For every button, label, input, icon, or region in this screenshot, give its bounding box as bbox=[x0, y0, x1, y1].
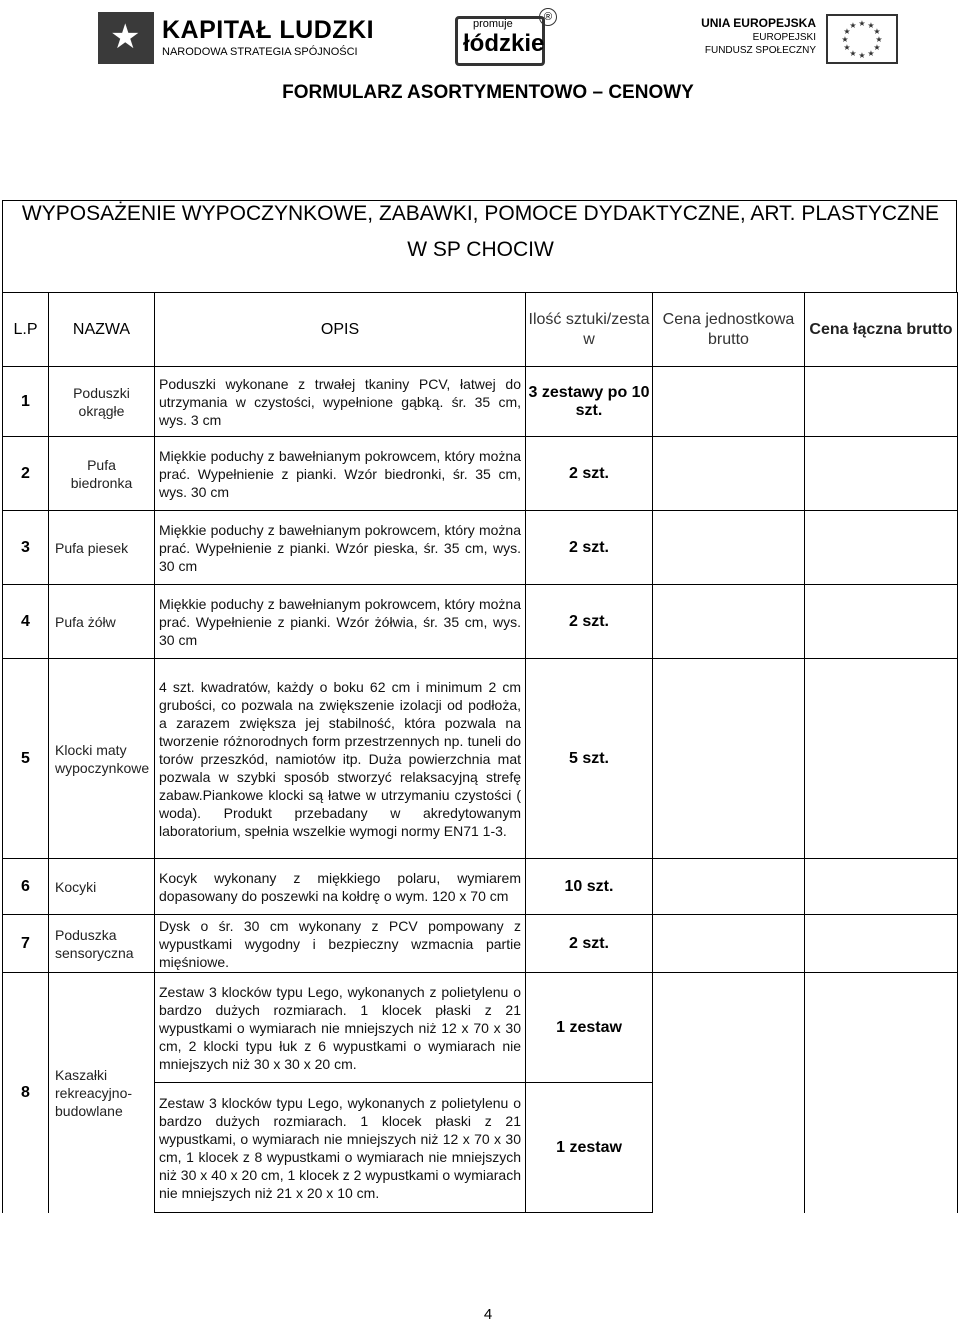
table-row bbox=[3, 585, 958, 659]
svg-text:★: ★ bbox=[873, 43, 881, 52]
table-row bbox=[3, 973, 958, 1083]
row-total-price-cell[interactable] bbox=[805, 367, 958, 437]
row-lp: 6 bbox=[3, 859, 49, 915]
header-qty: Ilość sztuki/zesta w bbox=[526, 293, 653, 367]
row-name: Pufa biedronka bbox=[49, 437, 155, 511]
row-qty: 5 szt. bbox=[526, 659, 653, 859]
eu-line-1: UNIA EUROPEJSKA bbox=[701, 16, 816, 30]
row-unit-price-cell[interactable] bbox=[653, 659, 805, 859]
svg-text:★: ★ bbox=[867, 21, 875, 30]
section-heading-box bbox=[2, 200, 957, 292]
svg-text:★: ★ bbox=[873, 27, 881, 36]
header-logos bbox=[0, 0, 960, 80]
row-opis: Miękkie poduchy z bawełnianym pokrowcem, który można prać. Wypełnienie z pianki. Wzór pieska, śr. 35 cm, wys. 30 cm bbox=[155, 511, 526, 585]
row-total-price-cell[interactable] bbox=[805, 585, 958, 659]
row-total-price-cell[interactable] bbox=[805, 511, 958, 585]
row-lp: 2 bbox=[3, 437, 49, 511]
table-row bbox=[3, 437, 958, 511]
row-name: Pufa żółw bbox=[49, 585, 155, 659]
row-total-price-cell[interactable] bbox=[805, 973, 958, 1213]
row-opis: Miękkie poduchy z bawełnianym pokrowcem, który można prać. Wypełnienie z pianki. Wzór biedronki, śr. 35 cm, wys. 30 cm bbox=[155, 437, 526, 511]
table-header-row bbox=[3, 293, 958, 367]
row-lp: 4 bbox=[3, 585, 49, 659]
row-lp: 8 bbox=[3, 973, 49, 1213]
eu-logo bbox=[698, 14, 898, 64]
svg-text:★: ★ bbox=[843, 27, 851, 36]
row-opis-b: Zestaw 3 klocków typu Lego, wykonanych z polietylenu o bardzo dużych rozmiarach. 1 klocek płaski z 21 wypustkami, o wymiarach nie mniejszych niż 12 x 70 x 30 cm, 1 klocek z 8 wypustkami o wymiarach nie mniejszych niż 30 x 40 x 20 cm, 1 klocek z 2 wypustkami o wymiarach nie mniejszych niż 21 x 20 x 10 cm. bbox=[155, 1083, 526, 1213]
kapital-ludzki-logo bbox=[98, 12, 375, 64]
lodzkie-big-text: łódzkie bbox=[463, 30, 545, 57]
row-name: Poduszka sensoryczna bbox=[49, 915, 155, 973]
svg-text:★: ★ bbox=[858, 19, 866, 28]
row-lp: 5 bbox=[3, 659, 49, 859]
row-unit-price-cell[interactable] bbox=[653, 973, 805, 1213]
table-row bbox=[3, 915, 958, 973]
row-qty: 2 szt. bbox=[526, 511, 653, 585]
row-opis: Poduszki wykonane z trwałej tkaniny PCV, łatwej do utrzymania w czystości, wypełnione gąbką. śr. 35 cm, wys. 3 cm bbox=[155, 367, 526, 437]
svg-text:★: ★ bbox=[875, 35, 883, 44]
registered-icon: ® bbox=[539, 8, 557, 26]
row-opis: Kocyk wykonany z miękkiego polaru, wymiarem dopasowany do poszewki na kołdrę o wym. 120 x 70 cm bbox=[155, 859, 526, 915]
header-total-price: Cena łączna brutto bbox=[805, 293, 958, 367]
row-lp: 1 bbox=[3, 367, 49, 437]
row-opis: Miękkie poduchy z bawełnianym pokrowcem, który można prać. Wypełnienie z pianki. Wzór żółwia, śr. 35 cm, wys. 30 cm bbox=[155, 585, 526, 659]
row-unit-price-cell[interactable] bbox=[653, 585, 805, 659]
promuje-lodzkie-logo bbox=[455, 8, 555, 66]
row-qty: 2 szt. bbox=[526, 585, 653, 659]
eu-stars-icon bbox=[826, 14, 898, 64]
eu-line-2: EUROPEJSKI bbox=[752, 32, 816, 43]
header-opis: OPIS bbox=[155, 293, 526, 367]
header-unit-price: Cena jednostkowa brutto bbox=[653, 293, 805, 367]
eu-line-3: FUNDUSZ SPOŁECZNY bbox=[704, 45, 816, 56]
row-total-price-cell[interactable] bbox=[805, 437, 958, 511]
row-name: Kaszałki rekreacyjno-budowlane bbox=[49, 973, 155, 1213]
svg-text:★: ★ bbox=[858, 51, 866, 60]
row-name: Klocki maty wypoczynkowe bbox=[49, 659, 155, 859]
row-qty: 2 szt. bbox=[526, 915, 653, 973]
kapital-ludzki-title: KAPITAŁ LUDZKI bbox=[162, 16, 375, 44]
svg-text:★: ★ bbox=[841, 35, 849, 44]
header-lp: L.P bbox=[3, 293, 49, 367]
row-unit-price-cell[interactable] bbox=[653, 437, 805, 511]
star-icon: ★ bbox=[98, 12, 154, 64]
row-total-price-cell[interactable] bbox=[805, 659, 958, 859]
row-qty: 10 szt. bbox=[526, 859, 653, 915]
row-opis: Dysk o śr. 30 cm wykonany z PCV pompowany z wypustkami wygodny i bezpieczny wzmacnia partie mięśniowe. bbox=[155, 915, 526, 973]
document-title: FORMULARZ ASORTYMENTOWO – CENOWY bbox=[282, 82, 694, 103]
row-qty: 3 zestawy po 10 szt. bbox=[526, 367, 653, 437]
svg-text:★: ★ bbox=[849, 49, 857, 58]
row-unit-price-cell[interactable] bbox=[653, 915, 805, 973]
row-lp: 7 bbox=[3, 915, 49, 973]
table-row bbox=[3, 367, 958, 437]
table-row bbox=[3, 659, 958, 859]
row-name: Kocyki bbox=[49, 859, 155, 915]
row-lp: 3 bbox=[3, 511, 49, 585]
page-number: 4 bbox=[483, 1306, 493, 1323]
lodzkie-small-text: promuje bbox=[473, 18, 513, 30]
row-opis: 4 szt. kwadratów, każdy o boku 62 cm i minimum 2 cm grubości, co pozwala na zwiększenie izolacji od podłoża, a zarazem zwiększa jej stabilność, która pozwala na tworzenie różnorodnych form przestrzennych np. tuneli do torów przeszkód, namiotów itp. Duża powierzchnia mat pozwala w szybki sposób stworzyć relaksacyjną strefę zabaw.Piankowe klocki są łatwe w utrzymaniu czystości ( woda). Produkt przebadany w akredytowanym laboratorium, spełnia wszelkie wymogi normy EN71 1-3. bbox=[155, 659, 526, 859]
row-unit-price-cell[interactable] bbox=[653, 367, 805, 437]
row-qty-a: 1 zestaw bbox=[526, 973, 653, 1083]
section-heading-line-1: WYPOSAŻENIE WYPOCZYNKOWE, ZABAWKI, POMOCE DYDAKTYCZNE, ART. PLASTYCZNE bbox=[21, 202, 940, 225]
row-unit-price-cell[interactable] bbox=[653, 511, 805, 585]
svg-text:★: ★ bbox=[849, 21, 857, 30]
header-name: NAZWA bbox=[49, 293, 155, 367]
price-form-table bbox=[2, 292, 958, 1213]
row-opis-a: Zestaw 3 klocków typu Lego, wykonanych z polietylenu o bardzo dużych rozmiarach. 1 klocek płaski z 21 wypustkami o wymiarach nie mniejszych niż 12 x 70 x 30 cm, 2 klocki typu łuk z 6 wypustkami o wymiarach nie mniejszych niż 30 x 30 x 20 cm. bbox=[155, 973, 526, 1083]
row-unit-price-cell[interactable] bbox=[653, 859, 805, 915]
table-row bbox=[3, 859, 958, 915]
table-row bbox=[3, 511, 958, 585]
row-total-price-cell[interactable] bbox=[805, 915, 958, 973]
row-name: Poduszki okrągłe bbox=[49, 367, 155, 437]
row-name: Pufa piesek bbox=[49, 511, 155, 585]
row-qty: 2 szt. bbox=[526, 437, 653, 511]
section-heading-line-2: W SP CHOCIW bbox=[407, 238, 554, 261]
kapital-ludzki-subtitle: NARODOWA STRATEGIA SPÓJNOŚCI bbox=[162, 46, 358, 58]
row-total-price-cell[interactable] bbox=[805, 859, 958, 915]
row-qty-b: 1 zestaw bbox=[526, 1083, 653, 1213]
svg-text:★: ★ bbox=[867, 49, 875, 58]
svg-text:★: ★ bbox=[843, 43, 851, 52]
